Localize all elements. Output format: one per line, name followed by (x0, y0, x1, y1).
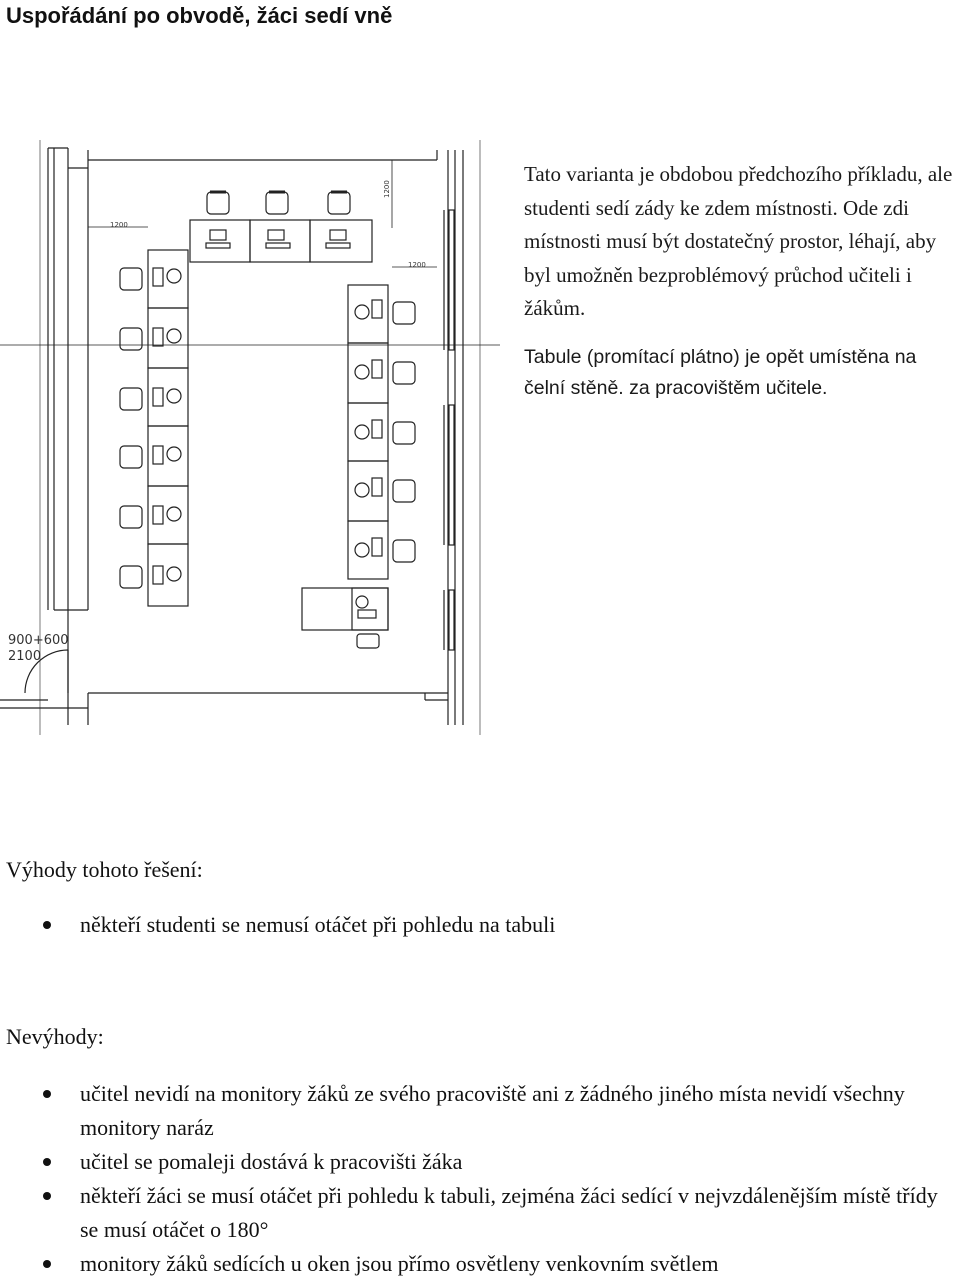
dimension-label-top-left: 1200 (110, 221, 128, 229)
page-title: Uspořádání po obvodě, žáci sedí vně (6, 3, 393, 28)
description-paragraph-1: Tato varianta je obdobou předchozího příkladu, ale studenti sedí zády ke zdem místnosti. Ode zdi místnosti musí být dostatečný prostor, léhají, aby byl umožněn bezproblémový průchod učiteli i žákům. (524, 162, 953, 320)
description-paragraph-2: Tabule (promítací plátno) je opět umístěna na čelní stěně. za pracovištěm učitele. (524, 345, 917, 399)
list-item: učitel nevidí na monitory žáků ze svého pracoviště ani z žádného jiného místa nevidí všechny monitory naráz (0, 1077, 958, 1145)
door-label-width: 900+600 (8, 633, 69, 648)
classroom-floor-plan (0, 140, 500, 735)
list-item: učitel se pomaleji dostává k pracovišti žáka (0, 1145, 958, 1179)
left-column-desks (120, 250, 188, 606)
teacher-desk (302, 588, 388, 648)
top-row-desks (190, 192, 372, 262)
list-item: monitory žáků sedících u oken jsou přímo osvětleny venkovním světlem (0, 1247, 958, 1281)
disadvantages-list (0, 1077, 958, 1281)
layout-description (524, 158, 960, 420)
right-column-desks (348, 285, 415, 579)
disadvantages-label: Nevýhody: (6, 1024, 104, 1049)
door-label-height: 2100 (8, 649, 42, 664)
advantages-list (0, 908, 960, 942)
dimension-label-top-right: 1200 (408, 261, 426, 269)
right-wall-windows (444, 210, 454, 650)
dimension-lines (88, 160, 437, 267)
list-item: někteří žáci se musí otáčet při pohledu k tabuli, zejména žáci sedící v nejvzdálenějším místě třídy se musí otáčet o 180° (0, 1179, 958, 1247)
advantages-label: Výhody tohoto řešení: (6, 857, 203, 882)
dimension-label-vertical: 1200 (383, 180, 391, 198)
list-item: někteří studenti se nemusí otáčet při pohledu na tabuli (0, 908, 960, 942)
